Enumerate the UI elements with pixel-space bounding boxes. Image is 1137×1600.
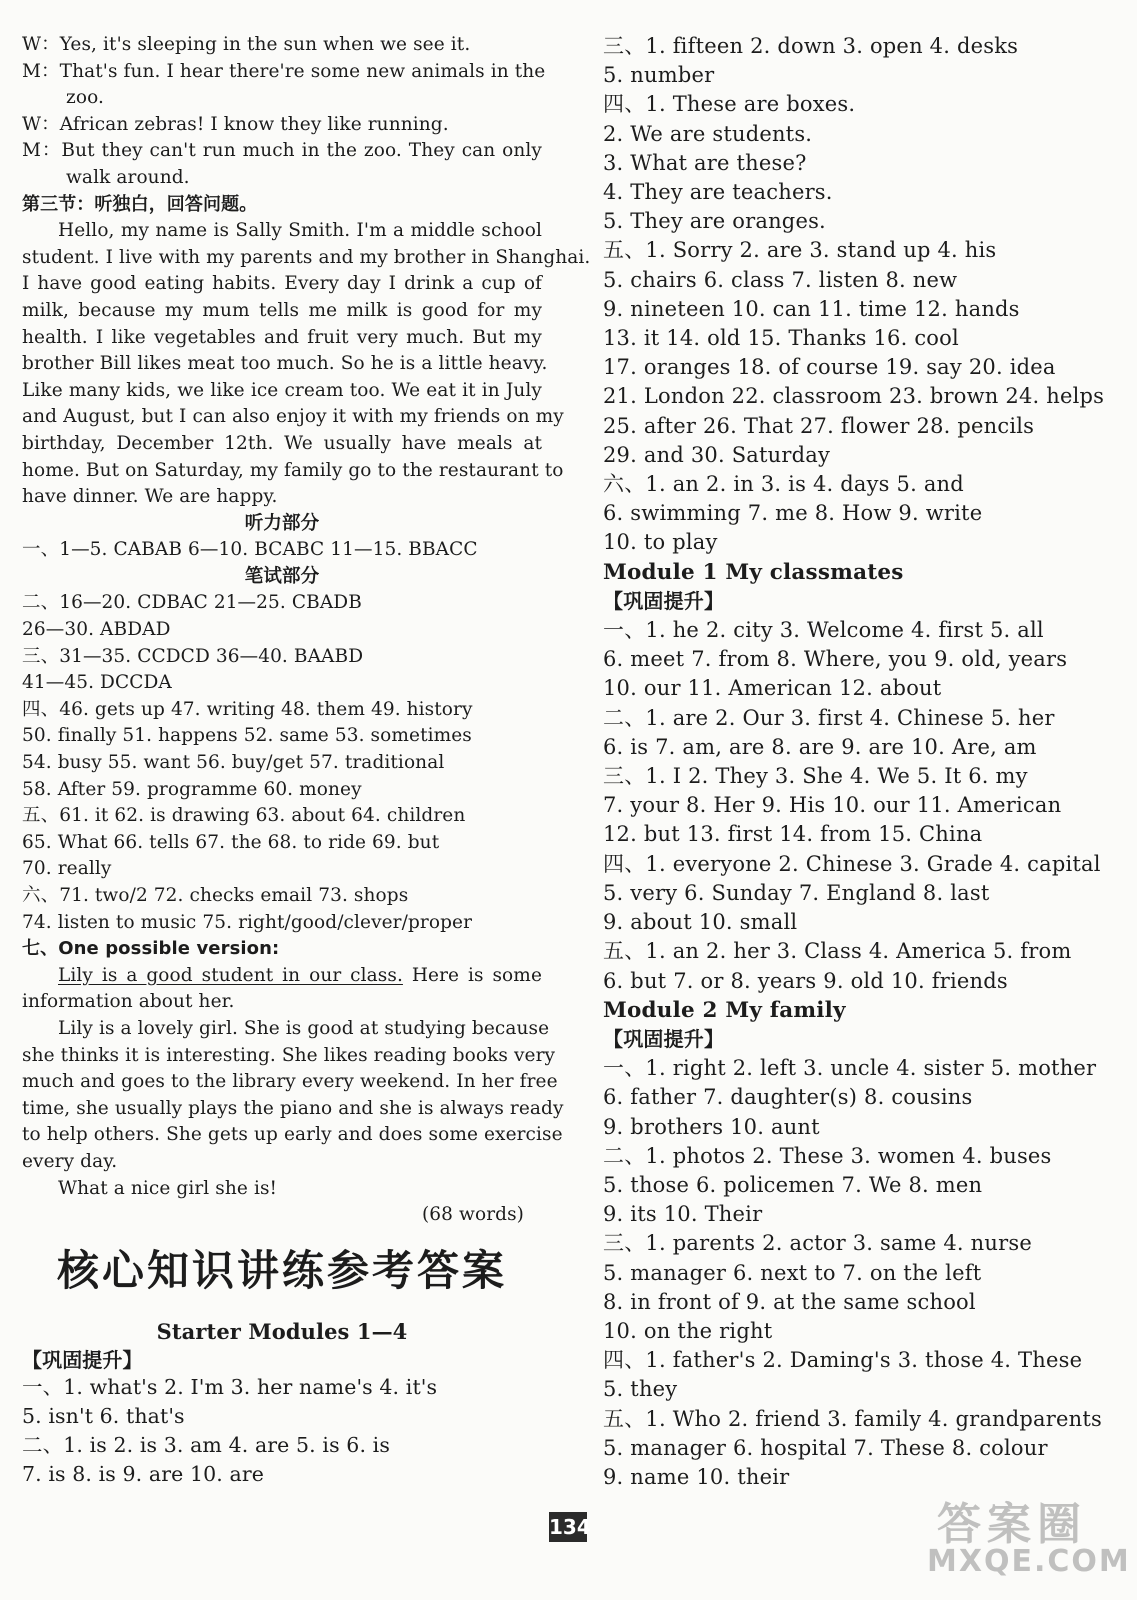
line-text: 7. your 8. Her 9. His 10. our 11. American: [603, 793, 1062, 818]
line-text: 17. oranges 18. of course 19. say 20. idea: [603, 355, 1056, 380]
line-text: 8. in front of 9. at the same school: [603, 1289, 976, 1314]
text-line: [22, 165, 542, 192]
left-text-block: [22, 32, 591, 1229]
line-text: 【巩固提升】: [603, 588, 725, 613]
text-line: [603, 1288, 1123, 1317]
line-text: M：That's fun. I hear there're some new animals in the: [22, 60, 546, 82]
text-line: [22, 32, 542, 59]
line-text: 9. name 10. their: [603, 1464, 790, 1489]
text-line: [603, 207, 1123, 236]
line-text: to help others. She gets up early and does some exercise: [22, 1124, 563, 1146]
line-text: every day.: [22, 1150, 118, 1172]
line-text: 5. chairs 6. class 7. listen 8. new: [603, 267, 958, 292]
line-text: W：Yes, it's sleeping in the sun when we see it.: [22, 34, 471, 55]
text-line: [22, 670, 542, 697]
text-line: [603, 937, 1123, 966]
line-text: 7. is 8. is 9. are 10. are: [22, 1462, 264, 1487]
line-text: 五、1. an 2. her 3. Class 4. America 5. from: [603, 939, 1072, 964]
line-text: Module 1 My classmates: [603, 559, 904, 585]
line-text: 四、1. everyone 2. Chinese 3. Grade 4. capital: [603, 851, 1101, 876]
text-line: [22, 484, 542, 511]
line-text: 13. it 14. old 15. Thanks 16. cool: [603, 326, 959, 351]
line-text: 二、1. photos 2. These 3. women 4. buses: [603, 1143, 1052, 1168]
text-line: [22, 325, 542, 352]
text-line: [22, 989, 542, 1016]
text-line: [603, 762, 1123, 791]
text-line: [22, 883, 542, 910]
line-text: much and goes to the library every weekend. In her free: [22, 1071, 558, 1093]
line-text: 9. brothers 10. aunt: [603, 1114, 820, 1139]
line-text: Lily is a good student in our class.: [58, 964, 403, 986]
text-line: [22, 590, 542, 617]
line-text: time, she usually plays the piano and she is always ready: [22, 1097, 564, 1119]
text-line: [603, 558, 1123, 587]
line-text: 4. They are teachers.: [603, 180, 833, 205]
line-text: 二、1. are 2. Our 3. first 4. Chinese 5. her: [603, 705, 1055, 730]
line-text: 26—30. ABDAD: [22, 619, 171, 641]
line-text: 50. finally 51. happens 52. same 53. sometimes: [22, 725, 472, 747]
text-line: [22, 245, 591, 272]
line-text: she thinks it is interesting. She likes reading books very: [22, 1044, 556, 1066]
watermark-logo: [925, 1488, 1131, 1588]
text-line: [603, 382, 1123, 411]
text-line: [603, 1229, 1123, 1258]
text-line: [22, 1347, 542, 1374]
text-line: [603, 1434, 1123, 1463]
line-text: 四、1. These are boxes.: [603, 92, 856, 117]
text-line: [22, 511, 542, 538]
line-text: 四、46. gets up 47. writing 48. them 49. history: [22, 698, 473, 720]
line-text: I have good eating habits. Every day I drink a cup of: [22, 273, 542, 295]
section-title: 核心知识讲练参考答案: [56, 1245, 507, 1295]
page-number: 134: [549, 1512, 587, 1542]
text-line: [22, 1431, 542, 1460]
text-line: [603, 820, 1123, 849]
text-line: [22, 404, 564, 431]
text-line: [603, 90, 1123, 119]
watermark-text: 答案圈: [937, 1499, 1087, 1550]
text-line: [22, 351, 548, 378]
text-line: [22, 803, 542, 830]
line-text: and August, but I can also enjoy it with my friends on my: [22, 406, 564, 428]
text-line: [603, 1142, 1123, 1171]
text-line: [22, 1317, 542, 1347]
text-line: [603, 616, 1123, 645]
left-column: [22, 32, 591, 1489]
line-text: milk, because my mum tells me milk is good for my: [22, 299, 542, 321]
text-line: [603, 879, 1123, 908]
text-line: [22, 112, 542, 139]
line-text: 74. listen to music 75. right/good/clever/proper: [22, 911, 473, 933]
text-line: [603, 470, 1123, 499]
text-line: [603, 704, 1123, 733]
line-text: 9. its 10. Their: [603, 1202, 763, 1227]
line-text: 五、1. Sorry 2. are 3. stand up 4. his: [603, 238, 997, 263]
line-text: 三、1. fifteen 2. down 3. open 4. desks: [603, 34, 1019, 58]
text-line: [603, 120, 1123, 149]
line-text: 听力部分: [244, 512, 320, 534]
text-line: [22, 298, 542, 325]
text-line: [22, 1016, 550, 1043]
line-text: 五、1. Who 2. friend 3. family 4. grandparents: [603, 1406, 1102, 1431]
line-text: 12. but 13. first 14. from 15. China: [603, 822, 983, 847]
text-line: [22, 564, 542, 591]
text-line: [603, 1171, 1123, 1200]
text-line: [603, 149, 1123, 178]
line-text: walk around.: [66, 166, 190, 188]
line-text: 三、1. I 2. They 3. She 4. We 5. It 6. my: [603, 764, 1028, 789]
text-line: [22, 59, 546, 86]
text-line: [22, 537, 542, 564]
line-text: 六、1. an 2. in 3. is 4. days 5. and: [603, 472, 964, 497]
line-text: 五、61. it 62. is drawing 63. about 64. children: [22, 805, 466, 827]
line-text: 5. those 6. policemen 7. We 8. men: [603, 1172, 983, 1197]
text-line: [603, 1083, 1123, 1112]
line-text: Hello, my name is Sally Smith. I'm a middle school: [58, 220, 542, 242]
line-text: 三、1. parents 2. actor 3. same 4. nurse: [603, 1231, 1032, 1256]
text-line: [603, 1025, 1123, 1054]
line-text: 5. they: [603, 1377, 678, 1402]
text-line: [603, 295, 1123, 324]
line-text: 四、1. father's 2. Daming's 3. those 4. These: [603, 1348, 1083, 1373]
text-line: [603, 61, 1123, 90]
line-text: 5. manager 6. hospital 7. These 8. colour: [603, 1435, 1048, 1460]
text-line: [603, 645, 1123, 674]
text-line: [603, 1054, 1123, 1083]
line-text: 10. our 11. American 12. about: [603, 676, 942, 701]
line-text: birthday, December 12th. We usually have meals at: [22, 432, 542, 454]
text-line: [22, 777, 542, 804]
line-text: 54. busy 55. want 56. buy/get 57. traditional: [22, 752, 445, 774]
text-line: [22, 1460, 542, 1489]
text-line: [22, 936, 542, 963]
line-text: 【巩固提升】: [22, 1347, 143, 1372]
line-text: Starter Modules 1—4: [156, 1318, 408, 1344]
text-line: [22, 218, 542, 245]
text-line: [603, 236, 1123, 265]
line-text: 一、1—5. CABAB 6—10. BCABC 11—15. BBACC: [22, 539, 478, 561]
line-text: have dinner. We are happy.: [22, 486, 278, 508]
text-line: [603, 178, 1123, 207]
text-line: [603, 441, 1123, 470]
text-line: [603, 1113, 1123, 1142]
line-text: 29. and 30. Saturday: [603, 442, 831, 467]
text-line: [22, 1043, 556, 1070]
line-text: 笔试部分: [244, 565, 320, 587]
line-text: student. I live with my parents and my brother in Shanghai.: [22, 246, 591, 268]
text-line: [603, 266, 1123, 295]
line-text: 5. very 6. Sunday 7. England 8. last: [603, 880, 990, 905]
line-text: Module 2 My family: [603, 997, 846, 1023]
line-text: 21. London 22. classroom 23. brown 24. helps: [603, 384, 1105, 409]
text-line: [22, 963, 542, 990]
text-line: [22, 458, 564, 485]
line-text: brother Bill likes meat too much. So he is a little heavy.: [22, 353, 548, 375]
text-line: [22, 856, 542, 883]
line-text: 70. really: [22, 858, 112, 880]
line-text: 9. about 10. small: [603, 910, 798, 935]
text-line: [603, 324, 1123, 353]
text-line: [603, 1405, 1123, 1434]
text-line: [603, 1200, 1123, 1229]
text-line: [22, 431, 542, 458]
line-text: 三、31—35. CCDCD 36—40. BAABD: [22, 645, 364, 667]
line-text-cont: Here is some: [402, 964, 542, 986]
line-text: 65. What 66. tells 67. the 68. to ride 69. but: [22, 831, 440, 853]
text-line: [603, 1375, 1123, 1404]
line-text: 5. number: [603, 63, 715, 88]
text-line: [603, 850, 1123, 879]
line-text: information about her.: [22, 991, 235, 1013]
text-line: [22, 723, 542, 750]
line-text: 10. to play: [603, 530, 718, 555]
line-text: 一、1. right 2. left 3. uncle 4. sister 5. mother: [603, 1056, 1097, 1081]
text-line: [603, 996, 1123, 1025]
text-line: [603, 791, 1123, 820]
line-text: 58. After 59. programme 60. money: [22, 778, 362, 800]
text-line: [22, 617, 542, 644]
line-text: 一、1. he 2. city 3. Welcome 4. first 5. all: [603, 618, 1044, 643]
line-text: 41—45. DCCDA: [22, 672, 172, 694]
text-line: [603, 499, 1123, 528]
line-text: 【巩固提升】: [603, 1026, 725, 1051]
text-line: [22, 1122, 563, 1149]
text-line: [603, 412, 1123, 441]
text-line: [22, 271, 542, 298]
text-line: [22, 85, 542, 112]
line-text: 六、71. two/2 72. checks email 73. shops: [22, 885, 409, 906]
line-text: home. But on Saturday, my family go to the restaurant to: [22, 459, 564, 481]
line-text: 6. is 7. am, are 8. are 9. are 10. Are, am: [603, 734, 1037, 759]
line-text: M：But they can't run much in the zoo. They can only: [22, 140, 542, 162]
text-line: [22, 750, 542, 777]
text-line: [22, 1402, 542, 1431]
line-text: 3. What are these?: [603, 150, 807, 175]
line-text: W：African zebras! I know they like running.: [22, 113, 449, 135]
line-text: 七、One possible version:: [22, 938, 280, 960]
watermark-url: MXQE.COM: [927, 1544, 1131, 1579]
text-line: [22, 1069, 558, 1096]
line-text: 10. on the right: [603, 1318, 773, 1343]
text-line: [22, 830, 542, 857]
line-text: 2. We are students.: [603, 121, 813, 146]
line-text: What a nice girl she is!: [58, 1177, 278, 1199]
line-text: 6. father 7. daughter(s) 8. cousins: [603, 1085, 973, 1110]
text-line: [22, 1373, 542, 1402]
text-line: [22, 192, 542, 219]
line-text: 25. after 26. That 27. flower 28. pencils: [603, 413, 1035, 438]
line-text: zoo.: [66, 87, 104, 109]
text-line: [603, 528, 1123, 557]
text-line: [603, 967, 1123, 996]
line-text: 6. swimming 7. me 8. How 9. write: [603, 501, 983, 526]
text-line: [22, 1202, 542, 1229]
right-answer-block: [603, 32, 1123, 1492]
text-line: [603, 1346, 1123, 1375]
line-text: health. I like vegetables and fruit very much. But my: [22, 326, 542, 348]
line-text: Like many kids, we like ice cream too. We eat it in July: [22, 379, 542, 401]
line-text: 二、1. is 2. is 3. am 4. are 5. is 6. is: [22, 1433, 390, 1458]
line-text: (68 words): [421, 1204, 524, 1226]
left-answer-block: [22, 1317, 542, 1490]
text-line: [22, 1096, 564, 1123]
text-line: [22, 1176, 542, 1203]
right-column: [603, 32, 1123, 1492]
text-line: [22, 378, 542, 405]
line-text: 二、16—20. CDBAC 21—25. CBADB: [22, 592, 362, 614]
line-text: 5. isn't 6. that's: [22, 1404, 185, 1429]
text-line: [22, 644, 542, 671]
line-text: 6. meet 7. from 8. Where, you 9. old, years: [603, 647, 1068, 672]
text-line: [603, 1317, 1123, 1346]
line-text: 6. but 7. or 8. years 9. old 10. friends: [603, 968, 1008, 993]
text-line: [603, 908, 1123, 937]
text-line: [22, 1149, 542, 1176]
line-text: Lily is a lovely girl. She is good at studying because: [58, 1017, 550, 1039]
line-text: 第三节：听独白，回答问题。: [22, 193, 258, 215]
text-line: [603, 587, 1123, 616]
line-text: 9. nineteen 10. can 11. time 12. hands: [603, 296, 1020, 321]
line-text: 5. manager 6. next to 7. on the left: [603, 1260, 982, 1285]
text-line: [603, 674, 1123, 703]
text-line: [22, 697, 542, 724]
line-text: 5. They are oranges.: [603, 209, 826, 234]
text-line: [22, 138, 542, 165]
text-line: [603, 1259, 1123, 1288]
text-line: [603, 32, 1123, 61]
text-line: [22, 910, 542, 937]
line-text: 一、1. what's 2. I'm 3. her name's 4. it's: [22, 1375, 438, 1400]
text-line: [603, 733, 1123, 762]
text-line: [603, 353, 1123, 382]
